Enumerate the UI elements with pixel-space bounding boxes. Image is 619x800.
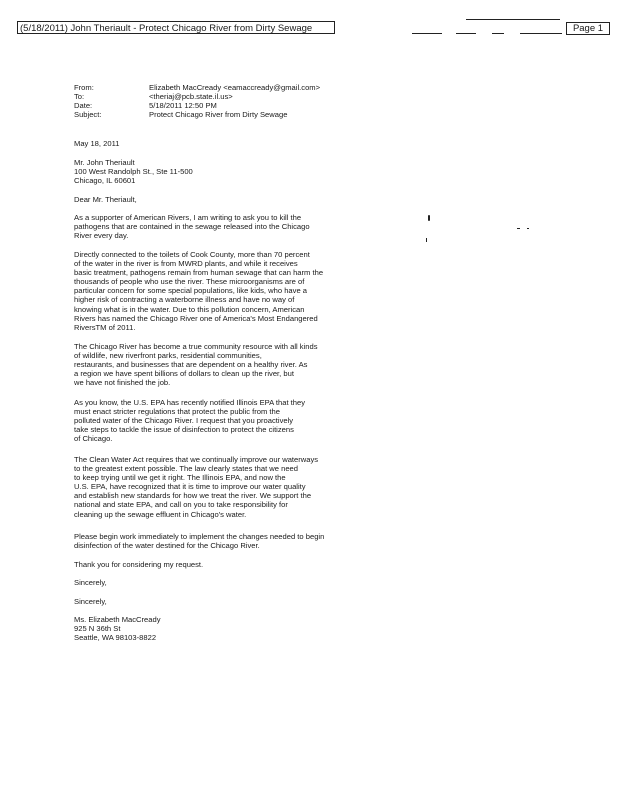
header-rule [520,33,562,34]
address-line: Mr. John Theriault [74,158,135,167]
header-rule [412,33,442,34]
scan-mark [517,228,520,229]
scan-mark [428,215,430,221]
paragraph-line: higher risk of contracting a waterborne illness and have no way of [74,295,295,305]
paragraph-line: Please begin work immediately to implement the changes needed to begin [74,532,325,541]
signature-block [74,615,161,642]
paragraph-line: U.S. EPA, have recognized that it is time to improve our water quality [74,482,306,492]
paragraph [74,342,318,387]
signature-line: Seattle, WA 98103-8822 [74,633,157,643]
paragraph-line: Rivers has named the Chicago River one of America's Most Endangered [74,313,318,323]
subject-label: Subject: [74,110,102,119]
address-line: Chicago, IL 60601 [74,176,136,186]
signature-line: 925 N 36th St [74,624,121,634]
paragraph-line: must enact stricter regulations that protect the public from the [74,407,280,417]
thank-you-line: Thank you for considering my request. [74,560,204,569]
scan-mark [527,228,529,229]
paragraph-line: RiversTM of 2011. [74,322,136,332]
paragraph-line: restaurants, and businesses that are dependent on a healthy river. As [74,360,308,370]
paragraph-line: pathogens that are contained in the sewage released into the Chicago [74,222,310,232]
page-number: Page 1 [566,22,610,35]
paragraph-line: particular concern for some special populations, like kids, who have a [74,286,307,296]
letter-date: May 18, 2011 [74,139,120,148]
paragraph-line: national and state EPA, and call on you to take responsibility for [74,500,288,510]
paragraph-line: to keep trying until we get it right. The Illinois EPA, and now the [74,473,286,483]
document-header-title: (5/18/2011) John Theriault - Protect Chicago River from Dirty Sewage [17,21,335,34]
date-label: Date: [74,101,93,110]
to-label: To: [74,92,85,101]
to-value: <theriaj@pcb.state.il.us> [149,92,233,101]
paragraph-line: a region we have spent billions of dollars to clean up the river, but [74,369,294,379]
paragraph-line: As a supporter of American Rivers, I am writing to ask you to kill the [74,213,302,222]
paragraph-line: to the greatest extent possible. The law clearly states that we need [74,464,299,474]
paragraph-line: basic treatment, pathogens remain from human sewage that can harm the [74,268,324,278]
paragraph-line: River every day. [74,231,129,241]
scan-mark [426,238,427,242]
paragraph [74,398,305,443]
paragraph-line: Directly connected to the toilets of Cook County, more than 70 percent [74,250,310,259]
paragraph-line: of Chicago. [74,434,113,444]
paragraph-line: and establish new standards for how we treat the river. We support the [74,491,312,501]
date-value: 5/18/2011 12:50 PM [149,101,217,110]
paragraph-line: thousands of people who use the river. These microorganisms are of [74,277,305,287]
paragraph [74,213,310,240]
paragraph-line: of the water in the river is from MWRD plants, and while it receives [74,259,298,269]
salutation: Dear Mr. Theriault, [74,195,137,204]
header-rule [456,33,476,34]
recipient-address [74,158,193,185]
address-line: 100 West Randolph St., Ste 11-500 [74,167,193,177]
signature-line: Ms. Elizabeth MacCready [74,615,161,624]
paragraph-line: cleaning up the sewage effluent in Chicago's water. [74,509,247,519]
paragraph [74,455,318,519]
paragraph-line: knowing what is in the water. Due to this pollution concern, American [74,304,305,314]
paragraph-line: polluted water of the Chicago River. I request that you proactively [74,416,294,426]
from-label: From: [74,83,94,92]
header-rule [492,33,504,34]
paragraph [74,250,323,332]
paragraph-line: The Clean Water Act requires that we continually improve our waterways [74,455,319,464]
closing: Sincerely, [74,597,107,606]
paragraph-line: As you know, the U.S. EPA has recently notified Illinois EPA that they [74,398,306,407]
paragraph-line: take steps to tackle the issue of disinfection to protect the citizens [74,425,294,435]
paragraph-line: The Chicago River has become a true community resource with all kinds [74,342,318,351]
paragraph-line: disinfection of the water destined for the Chicago River. [74,541,260,551]
paragraph [74,532,324,550]
paragraph-line: of wildlife, new riverfront parks, residential communities, [74,351,262,361]
paragraph-line: we have not finished the job. [74,378,171,388]
header-rule [466,19,560,20]
subject-value: Protect Chicago River from Dirty Sewage [149,110,288,119]
closing: Sincerely, [74,578,107,587]
from-value: Elizabeth MacCready <eamaccready@gmail.com> [149,83,321,92]
